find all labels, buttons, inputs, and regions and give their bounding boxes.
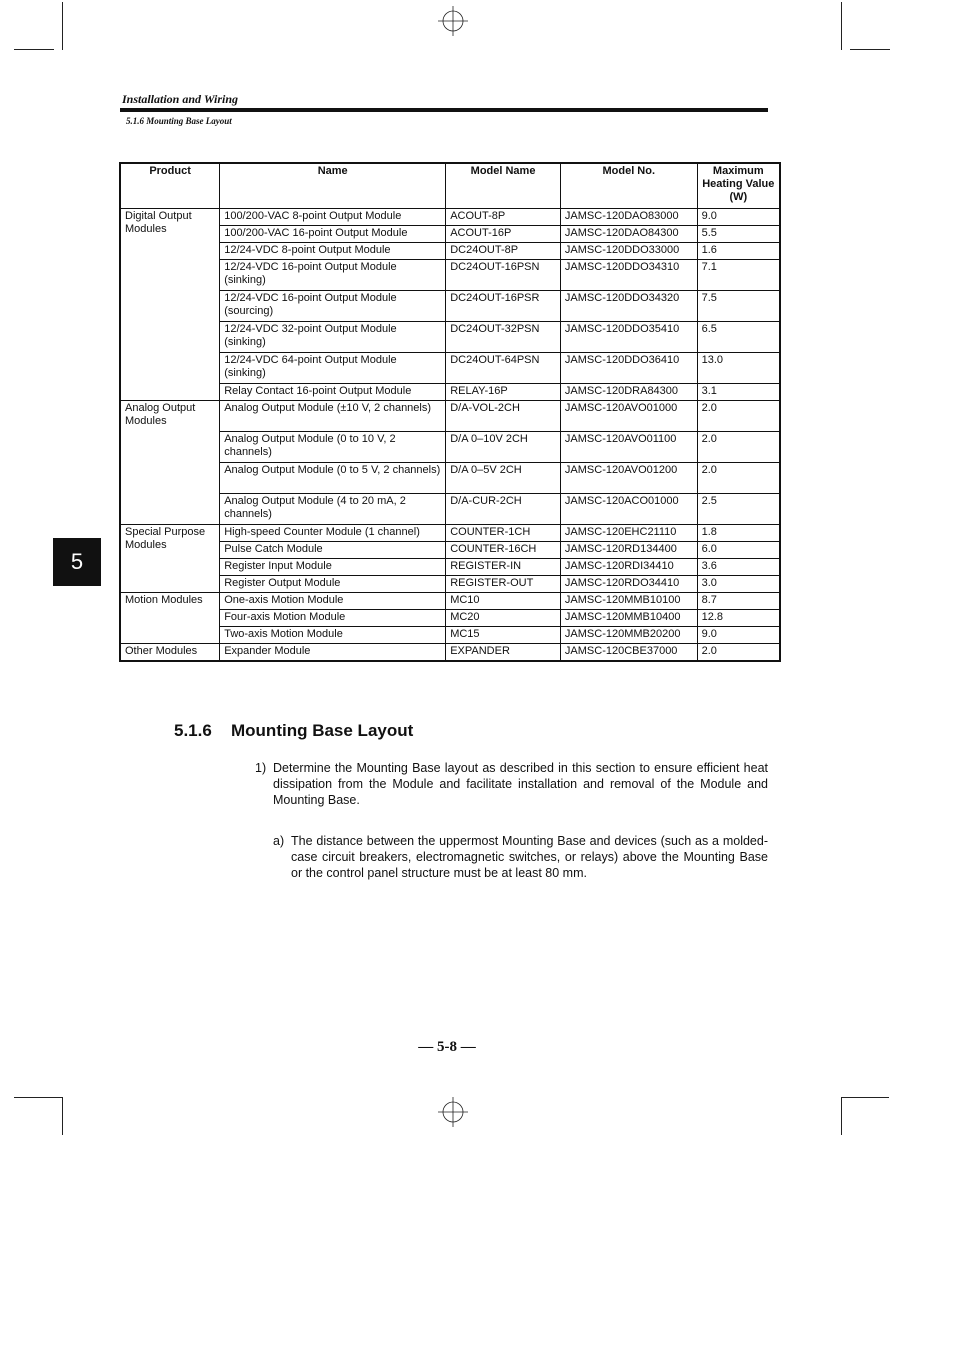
- model-no-cell: JAMSC-120DDO36410: [560, 353, 697, 384]
- heat-cell: 9.0: [697, 627, 780, 644]
- product-cell: Analog Output Modules: [120, 401, 220, 525]
- product-cell: Digital Output Modules: [120, 209, 220, 401]
- table-row: [120, 260, 780, 291]
- heat-cell: 3.1: [697, 384, 780, 401]
- model-name-cell: ACOUT-16P: [446, 226, 561, 243]
- heat-cell: 2.0: [697, 401, 780, 432]
- heat-cell: 9.0: [697, 209, 780, 226]
- model-name-cell: D/A 0–10V 2CH: [446, 432, 561, 463]
- model-name-cell: EXPANDER: [446, 644, 561, 662]
- table-row: [120, 291, 780, 322]
- model-no-cell: JAMSC-120MMB20200: [560, 627, 697, 644]
- heat-cell: 1.8: [697, 525, 780, 542]
- model-no-cell: JAMSC-120ACO01000: [560, 494, 697, 525]
- heat-cell: 5.5: [697, 226, 780, 243]
- table-row: [120, 542, 780, 559]
- table-row: [120, 463, 780, 494]
- model-name-cell: MC15: [446, 627, 561, 644]
- paragraph-text: The distance between the uppermost Mounting Base and devices (such as a molded-case circuit breakers, electromagnetic switches, or relays) above the Mounting Base or the control panel structure must be at least 80 mm.: [291, 834, 768, 880]
- section-title: Mounting Base Layout: [231, 721, 414, 740]
- name-cell: Analog Output Module (0 to 5 V, 2 channels): [220, 463, 446, 494]
- model-name-cell: MC10: [446, 593, 561, 610]
- crop-mark: [850, 49, 890, 50]
- name-cell: 12/24-VDC 32-point Output Module (sinking): [220, 322, 446, 353]
- model-no-cell: JAMSC-120AVO01100: [560, 432, 697, 463]
- model-name-cell: D/A-CUR-2CH: [446, 494, 561, 525]
- model-name-cell: D/A 0–5V 2CH: [446, 463, 561, 494]
- name-cell: 100/200-VAC 16-point Output Module: [220, 226, 446, 243]
- model-no-cell: JAMSC-120EHC21110: [560, 525, 697, 542]
- model-no-cell: JAMSC-120DDO34310: [560, 260, 697, 291]
- model-name-cell: DC24OUT-16PSN: [446, 260, 561, 291]
- table-row: [120, 226, 780, 243]
- crop-mark: [841, 1097, 842, 1135]
- model-no-cell: JAMSC-120DDO33000: [560, 243, 697, 260]
- name-cell: Two-axis Motion Module: [220, 627, 446, 644]
- model-name-cell: REGISTER-IN: [446, 559, 561, 576]
- crop-mark: [841, 2, 842, 50]
- name-cell: 12/24-VDC 64-point Output Module (sinking): [220, 353, 446, 384]
- model-no-cell: JAMSC-120RDO34410: [560, 576, 697, 593]
- name-cell: Register Input Module: [220, 559, 446, 576]
- heat-cell: 6.5: [697, 322, 780, 353]
- model-no-cell: JAMSC-120DDO34320: [560, 291, 697, 322]
- product-cell: Motion Modules: [120, 593, 220, 644]
- heat-cell: 2.0: [697, 432, 780, 463]
- header-rule: [120, 108, 768, 112]
- name-cell: 12/24-VDC 16-point Output Module (sinking): [220, 260, 446, 291]
- table-row: [120, 576, 780, 593]
- product-cell: Other Modules: [120, 644, 220, 662]
- name-cell: Register Output Module: [220, 576, 446, 593]
- crop-mark: [14, 49, 54, 50]
- table-row: [120, 559, 780, 576]
- header-name: Name: [220, 163, 446, 209]
- model-no-cell: JAMSC-120CBE37000: [560, 644, 697, 662]
- product-cell: Special Purpose Modules: [120, 525, 220, 593]
- name-cell: Analog Output Module (±10 V, 2 channels): [220, 401, 446, 432]
- section-number: 5.1.6: [174, 721, 212, 740]
- registration-mark-icon: [438, 1097, 468, 1127]
- model-name-cell: DC24OUT-64PSN: [446, 353, 561, 384]
- running-head-section: 5.1.6 Mounting Base Layout: [126, 116, 232, 126]
- crop-mark: [841, 1097, 889, 1098]
- table-row: [120, 644, 780, 662]
- module-heat-table: [119, 162, 781, 662]
- paragraph-text: Determine the Mounting Base layout as described in this section to ensure efficient heat dissipation from the Module and facilitate installation and removal of the Module and Mounting Base.: [273, 761, 768, 807]
- table-row: [120, 610, 780, 627]
- name-cell: High-speed Counter Module (1 channel): [220, 525, 446, 542]
- model-name-cell: D/A-VOL-2CH: [446, 401, 561, 432]
- header-model-name: Model Name: [446, 163, 561, 209]
- header-model-no: Model No.: [560, 163, 697, 209]
- model-no-cell: JAMSC-120RD134400: [560, 542, 697, 559]
- header-product: Product: [120, 163, 220, 209]
- crop-mark: [62, 1097, 63, 1135]
- model-no-cell: JAMSC-120RDI34410: [560, 559, 697, 576]
- table-row: [120, 627, 780, 644]
- table-row: [120, 243, 780, 260]
- table-row: [120, 432, 780, 463]
- table-row: [120, 494, 780, 525]
- heat-cell: 2.0: [697, 644, 780, 662]
- model-name-cell: DC24OUT-8P: [446, 243, 561, 260]
- model-name-cell: COUNTER-1CH: [446, 525, 561, 542]
- model-no-cell: JAMSC-120DDO35410: [560, 322, 697, 353]
- table-row: [120, 353, 780, 384]
- section-heading: [174, 721, 413, 741]
- name-cell: Analog Output Module (4 to 20 mA, 2 channels): [220, 494, 446, 525]
- heat-cell: 3.6: [697, 559, 780, 576]
- model-name-cell: REGISTER-OUT: [446, 576, 561, 593]
- table-row: [120, 384, 780, 401]
- paragraph-1: [255, 760, 768, 808]
- model-no-cell: JAMSC-120DAO84300: [560, 226, 697, 243]
- name-cell: Pulse Catch Module: [220, 542, 446, 559]
- name-cell: 100/200-VAC 8-point Output Module: [220, 209, 446, 226]
- name-cell: 12/24-VDC 16-point Output Module (sourcing): [220, 291, 446, 322]
- paragraph-a: [273, 833, 768, 881]
- table-header-row: [120, 163, 780, 209]
- running-head-chapter: Installation and Wiring: [122, 92, 239, 106]
- model-no-cell: JAMSC-120DRA84300: [560, 384, 697, 401]
- name-cell: Expander Module: [220, 644, 446, 662]
- table-row: [120, 322, 780, 353]
- registration-mark-icon: [438, 6, 468, 36]
- heat-cell: 12.8: [697, 610, 780, 627]
- name-cell: 12/24-VDC 8-point Output Module: [220, 243, 446, 260]
- table-row: [120, 401, 780, 432]
- heat-cell: 13.0: [697, 353, 780, 384]
- heat-cell: 3.0: [697, 576, 780, 593]
- name-cell: One-axis Motion Module: [220, 593, 446, 610]
- heat-cell: 1.6: [697, 243, 780, 260]
- model-name-cell: RELAY-16P: [446, 384, 561, 401]
- model-name-cell: COUNTER-16CH: [446, 542, 561, 559]
- model-no-cell: JAMSC-120AVO01000: [560, 401, 697, 432]
- model-name-cell: MC20: [446, 610, 561, 627]
- table-row: [120, 593, 780, 610]
- name-cell: Four-axis Motion Module: [220, 610, 446, 627]
- chapter-tab: 5: [53, 538, 101, 586]
- crop-mark: [14, 1097, 62, 1098]
- table-row: [120, 209, 780, 226]
- crop-mark: [62, 2, 63, 50]
- table-row: [120, 525, 780, 542]
- list-marker: 1): [255, 761, 267, 775]
- model-no-cell: JAMSC-120MMB10100: [560, 593, 697, 610]
- name-cell: Relay Contact 16-point Output Module: [220, 384, 446, 401]
- name-cell: Analog Output Module (0 to 10 V, 2 channels): [220, 432, 446, 463]
- model-no-cell: JAMSC-120MMB10400: [560, 610, 697, 627]
- heat-cell: 8.7: [697, 593, 780, 610]
- heat-cell: 2.5: [697, 494, 780, 525]
- model-name-cell: ACOUT-8P: [446, 209, 561, 226]
- header-heating-value: Maximum Heating Value (W): [697, 163, 780, 209]
- list-marker: a): [273, 834, 285, 848]
- model-no-cell: JAMSC-120AVO01200: [560, 463, 697, 494]
- heat-cell: 2.0: [697, 463, 780, 494]
- model-name-cell: DC24OUT-16PSR: [446, 291, 561, 322]
- heat-cell: 7.5: [697, 291, 780, 322]
- model-no-cell: JAMSC-120DAO83000: [560, 209, 697, 226]
- model-name-cell: DC24OUT-32PSN: [446, 322, 561, 353]
- page-number: — 5-8 —: [418, 1039, 476, 1055]
- heat-cell: 7.1: [697, 260, 780, 291]
- heat-cell: 6.0: [697, 542, 780, 559]
